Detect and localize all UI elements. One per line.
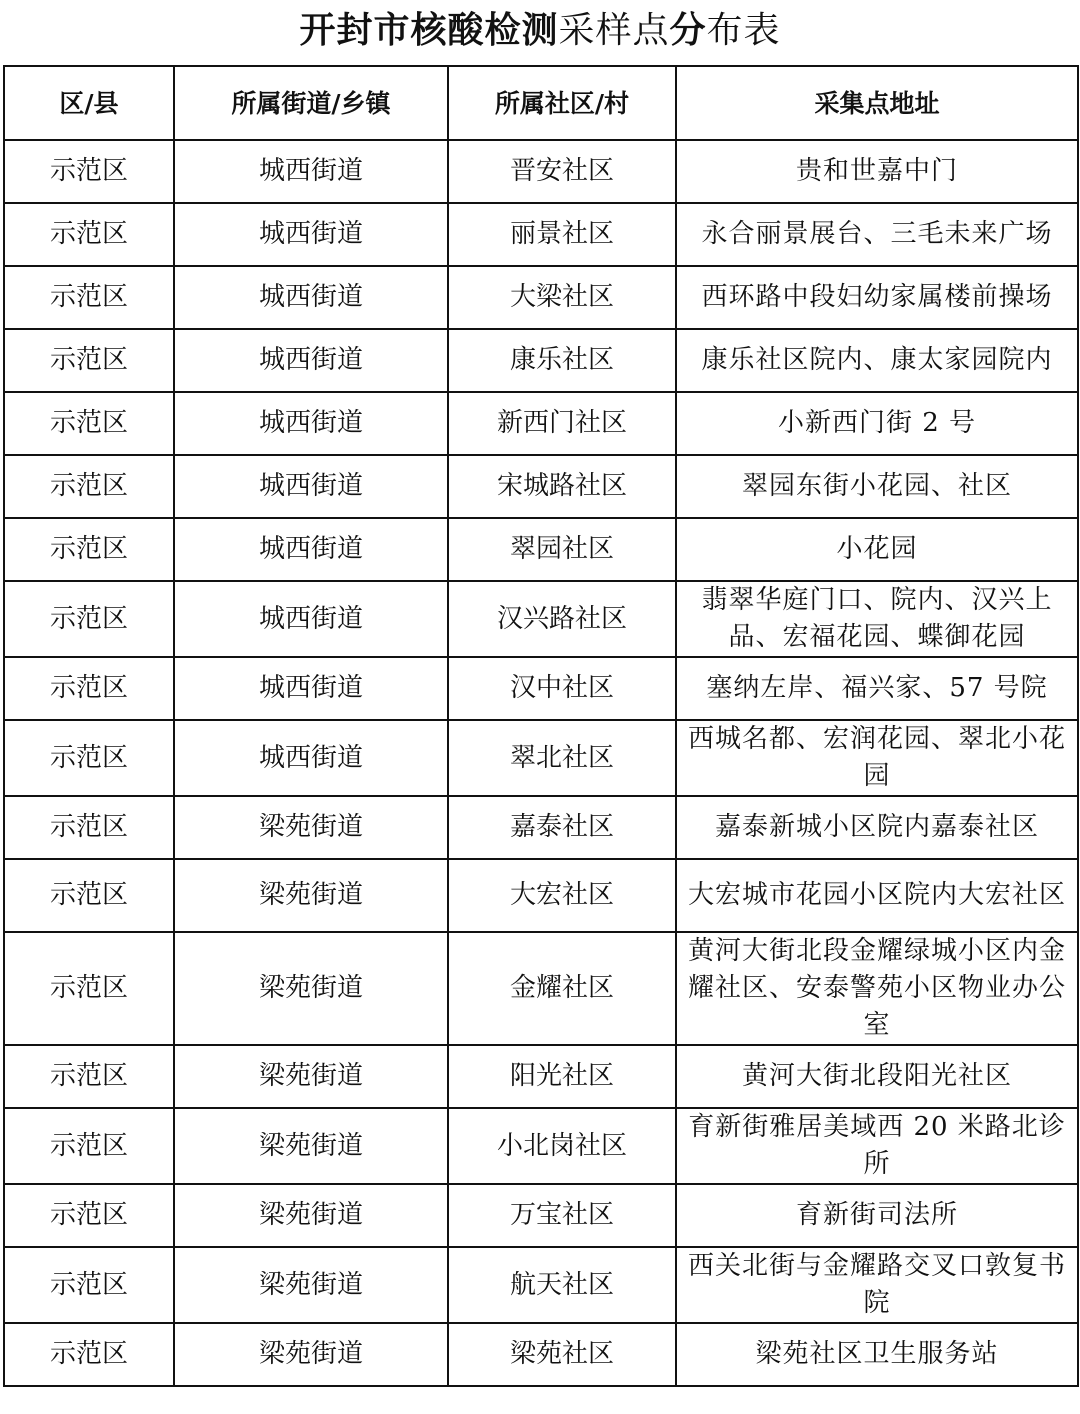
cell-street: 城西街道 [174, 657, 448, 720]
cell-street: 城西街道 [174, 720, 448, 796]
cell-district: 示范区 [4, 455, 174, 518]
table-row [4, 1184, 1078, 1247]
cell-district: 示范区 [4, 796, 174, 859]
cell-district: 示范区 [4, 1045, 174, 1108]
title-part-1: 开封市核酸检测 [299, 9, 559, 51]
cell-street: 城西街道 [174, 392, 448, 455]
cell-street: 梁苑街道 [174, 796, 448, 859]
cell-community: 汉兴路社区 [448, 581, 676, 657]
cell-street: 城西街道 [174, 329, 448, 392]
table-row [4, 455, 1078, 518]
cell-address: 小新西门街 2 号 [676, 392, 1078, 455]
cell-street: 梁苑街道 [174, 932, 448, 1045]
cell-community: 小北岗社区 [448, 1108, 676, 1184]
cell-community: 翠园社区 [448, 518, 676, 581]
cell-district: 示范区 [4, 1108, 174, 1184]
table-row [4, 720, 1078, 796]
cell-district: 示范区 [4, 932, 174, 1045]
sampling-site-table [3, 65, 1079, 1387]
header-address: 采集点地址 [676, 66, 1078, 140]
header-community: 所属社区/村 [448, 66, 676, 140]
cell-community: 大梁社区 [448, 266, 676, 329]
table-row [4, 796, 1078, 859]
cell-street: 城西街道 [174, 266, 448, 329]
cell-street: 梁苑街道 [174, 1184, 448, 1247]
cell-street: 梁苑街道 [174, 859, 448, 932]
cell-district: 示范区 [4, 1323, 174, 1386]
cell-address: 西环路中段妇幼家属楼前操场 [676, 266, 1078, 329]
table-row [4, 203, 1078, 266]
cell-address: 康乐社区院内、康太家园院内 [676, 329, 1078, 392]
cell-address: 梁苑社区卫生服务站 [676, 1323, 1078, 1386]
cell-street: 梁苑街道 [174, 1247, 448, 1323]
cell-district: 示范区 [4, 140, 174, 203]
cell-address: 翠园东街小花园、社区 [676, 455, 1078, 518]
table-row [4, 1247, 1078, 1323]
cell-address: 黄河大街北段阳光社区 [676, 1045, 1078, 1108]
title-part-2: 采样点 [558, 10, 670, 51]
cell-district: 示范区 [4, 266, 174, 329]
table-row [4, 1323, 1078, 1386]
cell-address: 永合丽景展台、三毛未来广场 [676, 203, 1078, 266]
cell-street: 城西街道 [174, 140, 448, 203]
table-row [4, 1045, 1078, 1108]
cell-community: 丽景社区 [448, 203, 676, 266]
header-district: 区/县 [4, 66, 174, 140]
cell-community: 宋城路社区 [448, 455, 676, 518]
cell-community: 汉中社区 [448, 657, 676, 720]
cell-street: 梁苑街道 [174, 1045, 448, 1108]
cell-community: 万宝社区 [448, 1184, 676, 1247]
cell-community: 晋安社区 [448, 140, 676, 203]
table-row [4, 581, 1078, 657]
cell-street: 城西街道 [174, 203, 448, 266]
cell-address: 大宏城市花园小区院内大宏社区 [676, 859, 1078, 932]
cell-street: 梁苑街道 [174, 1108, 448, 1184]
cell-district: 示范区 [4, 203, 174, 266]
cell-address: 西关北街与金耀路交叉口敦复书院 [676, 1247, 1078, 1323]
table-row [4, 1108, 1078, 1184]
cell-community: 嘉泰社区 [448, 796, 676, 859]
cell-district: 示范区 [4, 581, 174, 657]
title-part-3: 分 [669, 9, 707, 51]
cell-community: 大宏社区 [448, 859, 676, 932]
table-row [4, 859, 1078, 932]
cell-address: 嘉泰新城小区院内嘉泰社区 [676, 796, 1078, 859]
cell-district: 示范区 [4, 1247, 174, 1323]
table-header-row [4, 66, 1078, 140]
cell-district: 示范区 [4, 1184, 174, 1247]
cell-district: 示范区 [4, 859, 174, 932]
cell-address: 贵和世嘉中门 [676, 140, 1078, 203]
cell-community: 梁苑社区 [448, 1323, 676, 1386]
cell-district: 示范区 [4, 518, 174, 581]
header-street: 所属街道/乡镇 [174, 66, 448, 140]
cell-address: 小花园 [676, 518, 1078, 581]
cell-address: 育新街雅居美域西 20 米路北诊所 [676, 1108, 1078, 1184]
cell-address: 塞纳左岸、福兴家、57 号院 [676, 657, 1078, 720]
cell-district: 示范区 [4, 657, 174, 720]
cell-district: 示范区 [4, 720, 174, 796]
cell-community: 金耀社区 [448, 932, 676, 1045]
table-row [4, 266, 1078, 329]
table-body [4, 140, 1078, 1386]
cell-community: 新西门社区 [448, 392, 676, 455]
cell-street: 梁苑街道 [174, 1323, 448, 1386]
cell-community: 康乐社区 [448, 329, 676, 392]
cell-community: 翠北社区 [448, 720, 676, 796]
cell-address: 育新街司法所 [676, 1184, 1078, 1247]
cell-street: 城西街道 [174, 518, 448, 581]
table-row [4, 329, 1078, 392]
table-row [4, 392, 1078, 455]
cell-address: 西城名都、宏润花园、翠北小花园 [676, 720, 1078, 796]
table-row [4, 657, 1078, 720]
title-part-4: 布表 [706, 10, 781, 51]
cell-district: 示范区 [4, 392, 174, 455]
cell-community: 阳光社区 [448, 1045, 676, 1108]
cell-community: 航天社区 [448, 1247, 676, 1323]
cell-address: 翡翠华庭门口、院内、汉兴上品、宏福花园、蝶御花园 [676, 581, 1078, 657]
cell-address: 黄河大街北段金耀绿城小区内金耀社区、安泰警苑小区物业办公室 [676, 932, 1078, 1045]
cell-street: 城西街道 [174, 581, 448, 657]
cell-street: 城西街道 [174, 455, 448, 518]
cell-district: 示范区 [4, 329, 174, 392]
table-row [4, 140, 1078, 203]
table-row [4, 518, 1078, 581]
table-row [4, 932, 1078, 1045]
page-title [0, 0, 1080, 64]
